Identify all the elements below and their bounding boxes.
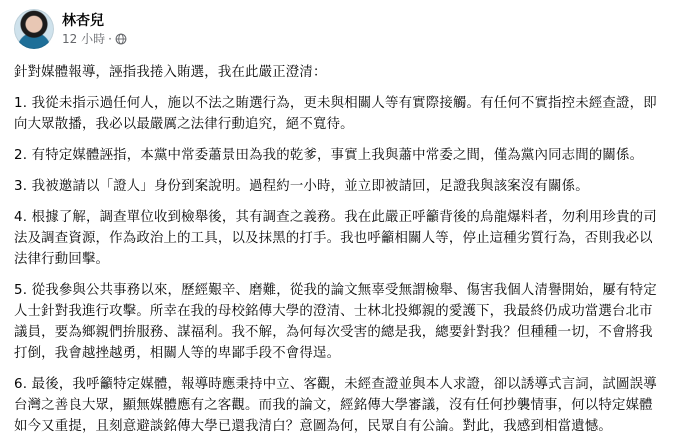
post-meta (62, 12, 127, 47)
post-paragraph-3: 3. 我被邀請以「證人」身份到案說明。過程約一小時，並立即被請回，足證我與該案沒有關係。 (14, 179, 589, 194)
post-paragraph-5: 5. 從我參與公共事務以來，歷經艱辛、磨難，從我的論文無辜受無謂檢舉、傷害我個人清譽開始，屢有特定人士針對我進行攻擊。所幸在我的母校銘傳大學的澄清、士林北投鄉親的愛護下，我最終仍成功當選台北市議員，要為鄉親們拚服務、謀福利。我不解，為何每次受害的總是我，總要針對我？但種種一切，不會將我打倒，我會越挫越勇，相關人等的卑鄙手段不會得逞。 (14, 283, 657, 361)
author-name[interactable]: 林杏兒 (62, 12, 104, 29)
post-timestamp-row (62, 31, 127, 47)
post-body (14, 62, 666, 447)
post-timestamp[interactable]: 12 小時 (62, 31, 106, 46)
post-paragraph-6: 6. 最後，我呼籲特定媒體，報導時應秉持中立、客觀，未經查證並與本人求證，卻以誘導式言詞，試圖誤導台灣之善良大眾，顯無媒體應有之客觀。而我的論文，經銘傳大學審議，沒有任何抄襲情事，何以特定媒體如今又重提，且刻意避談銘傳大學已還我清白？意圖為何，民眾自有公論。對此，我感到相當遺憾。 (14, 377, 657, 434)
separator-dot: · (108, 31, 112, 46)
author-avatar[interactable] (14, 9, 54, 49)
post-intro: 針對媒體報導，誣指我捲入賄選，我在此嚴正澄清： (14, 65, 327, 80)
globe-icon[interactable] (115, 33, 127, 45)
post-header (14, 9, 127, 49)
post-paragraph-4: 4. 根據了解，調查單位收到檢舉後，其有調查之義務。我在此嚴正呼籲背後的烏龍爆料者，勿利用珍貴的司法及調查資源，作為政治上的工具，以及抹黑的打手。我也呼籲相關人等，停止這種劣質行為，否則我必以法律行動回擊。 (14, 210, 657, 267)
post-paragraph-2: 2. 有特定媒體誣指，本黨中常委蕭景田為我的乾爹，事實上我與蕭中常委之間，僅為黨內同志間的關係。 (14, 148, 644, 163)
post-paragraph-1: 1. 我從未指示過任何人，施以不法之賄選行為，更未與相關人等有實際接觸。有任何不實指控未經查證，即向大眾散播，我必以最嚴厲之法律行動追究，絕不寬待。 (14, 96, 657, 132)
